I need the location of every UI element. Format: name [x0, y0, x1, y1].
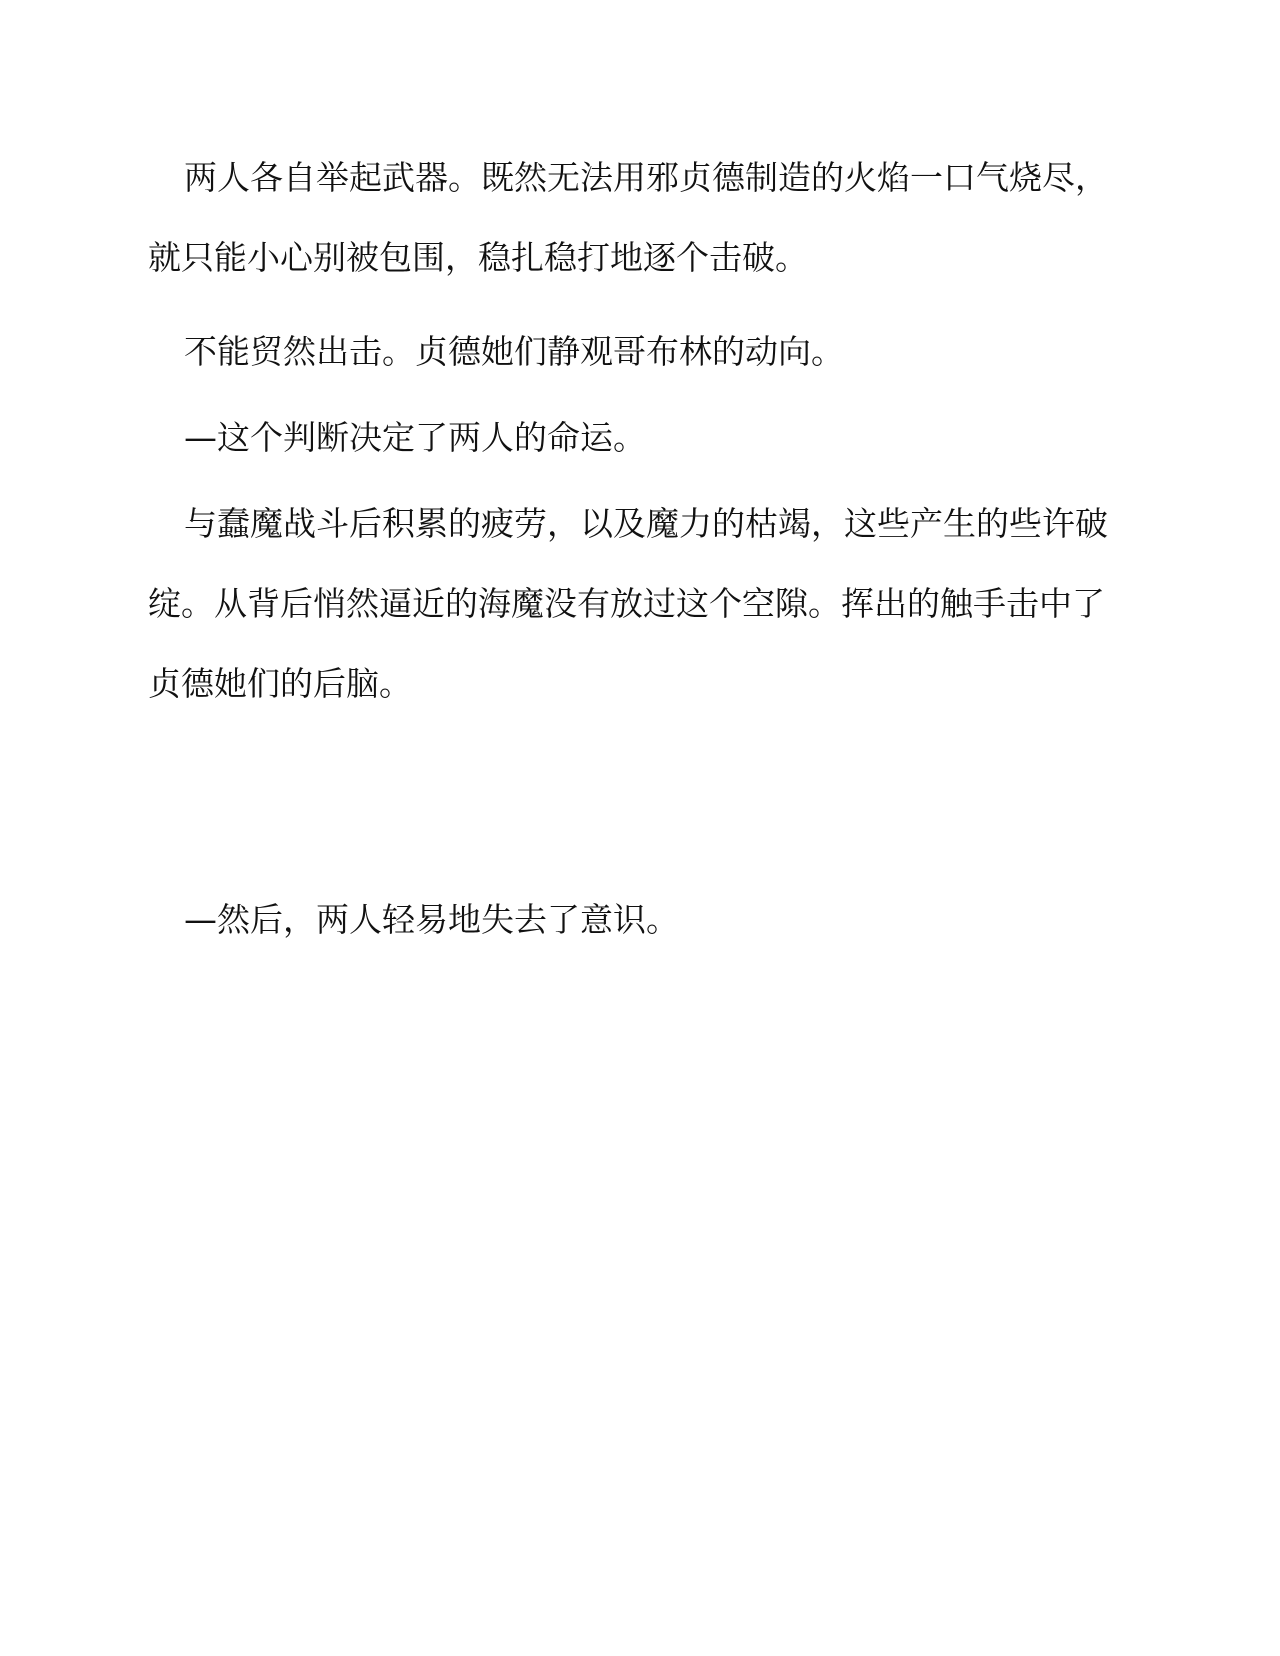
- paragraph: 不能贸然出击。贞德她们静观哥布林的动向。: [184, 332, 844, 371]
- paragraph: 两人各自举起武器。既然无法用邪贞德制造的火焰一口气烧尽，就只能小心别被包围，稳扎稳打地逐个击破。: [148, 158, 1108, 277]
- paragraph: 与蠢魔战斗后积累的疲劳，以及魔力的枯竭，这些产生的些许破绽。从背后悄然逼近的海魔没有放过这个空隙。挥出的触手击中了贞德她们的后脑。: [148, 504, 1108, 703]
- paragraph: —然后，两人轻易地失去了意识。: [184, 900, 679, 939]
- paragraph: —这个判断决定了两人的命运。: [184, 418, 646, 457]
